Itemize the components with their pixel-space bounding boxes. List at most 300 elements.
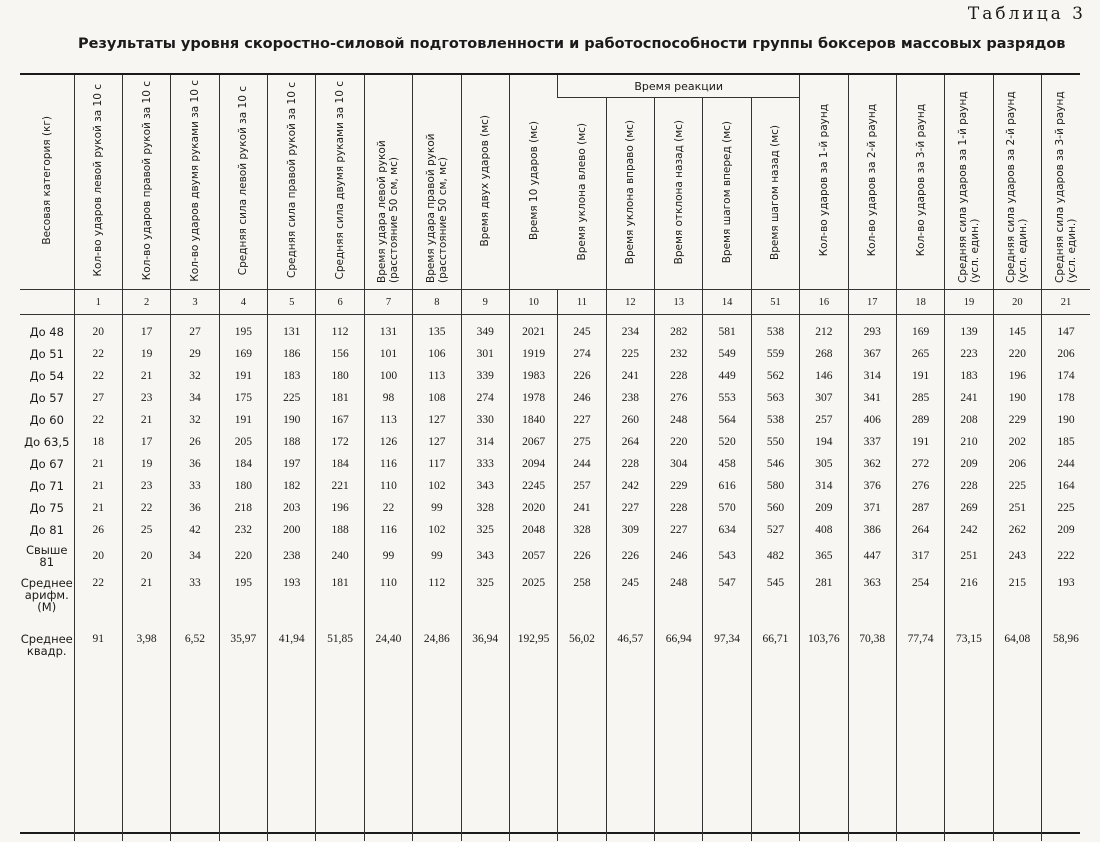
- table-cell: 99: [413, 541, 461, 571]
- table-cell: 238: [606, 387, 654, 409]
- column-number: 16: [800, 290, 848, 315]
- empty-cell: [751, 695, 799, 841]
- table-cell: 223: [945, 343, 993, 365]
- table-cell: 188: [316, 519, 364, 541]
- table-cell: 178: [1042, 387, 1090, 409]
- header-row-1: [20, 75, 1090, 98]
- table-cell: 229: [993, 409, 1041, 431]
- table-cell: 21: [74, 453, 122, 475]
- table-cell: 209: [1042, 519, 1090, 541]
- table-cell: 330: [461, 409, 509, 431]
- table-cell: 169: [219, 343, 267, 365]
- table-cell: 102: [413, 519, 461, 541]
- weight-category-label: До 57: [29, 391, 64, 405]
- weight-category-label: До 54: [29, 369, 64, 383]
- table-cell: 257: [558, 475, 606, 497]
- header-cell: [703, 98, 751, 290]
- table-cell: 100: [364, 365, 412, 387]
- header-cell: [606, 98, 654, 290]
- empty-cell: [1042, 695, 1090, 841]
- table-cell: 458: [703, 453, 751, 475]
- table-cell: 195: [219, 571, 267, 627]
- header-label: Время удара левой рукой (расстояние 50 см, мс): [376, 139, 401, 283]
- table-cell: 244: [1042, 453, 1090, 475]
- table-cell: 228: [945, 475, 993, 497]
- table-cell: 135: [413, 315, 461, 344]
- table-cell: 218: [219, 497, 267, 519]
- table-cell: 260: [606, 409, 654, 431]
- table-cell: 228: [606, 453, 654, 475]
- reaction-time-group-header: Время реакции: [558, 75, 800, 98]
- column-number: 4: [219, 290, 267, 315]
- table-cell: 269: [945, 497, 993, 519]
- table-cell: 99: [413, 497, 461, 519]
- empty-cell: [848, 695, 896, 841]
- table-cell: 64,08: [993, 627, 1041, 695]
- table-cell: 317: [896, 541, 944, 571]
- table-cell: 274: [558, 343, 606, 365]
- table-cell: 183: [945, 365, 993, 387]
- table-cell: 333: [461, 453, 509, 475]
- table-cell: 285: [896, 387, 944, 409]
- column-number: 10: [509, 290, 557, 315]
- table-cell: 241: [945, 387, 993, 409]
- empty-cell: [800, 695, 848, 841]
- weight-category-label: До 51: [29, 347, 64, 361]
- table-cell: 241: [558, 497, 606, 519]
- column-number: 12: [606, 290, 654, 315]
- table-cell: 221: [316, 475, 364, 497]
- table-cell: 276: [655, 387, 703, 409]
- table-cell: 232: [655, 343, 703, 365]
- table-cell: 2057: [509, 541, 557, 571]
- table-row: [20, 497, 1090, 519]
- empty-cell: [316, 695, 364, 841]
- table-cell: 553: [703, 387, 751, 409]
- table-cell: 228: [655, 365, 703, 387]
- empty-cell: [413, 695, 461, 841]
- header-label: Кол-во ударов правой рукой за 10 с: [140, 80, 153, 281]
- table-cell: 196: [993, 365, 1041, 387]
- table-cell: 147: [1042, 315, 1090, 344]
- header-cell: [655, 98, 703, 290]
- table-cell: 449: [703, 365, 751, 387]
- weight-category-label: До 81: [29, 523, 64, 537]
- table-cell: 234: [606, 315, 654, 344]
- table-cell: 117: [413, 453, 461, 475]
- table-cell: 376: [848, 475, 896, 497]
- table-cell: 248: [655, 409, 703, 431]
- table-cell: 482: [751, 541, 799, 571]
- header-label: Средняя сила ударов за 3-й раунд (усл. един.): [1053, 90, 1078, 283]
- table-cell: 343: [461, 475, 509, 497]
- table-cell: 73,15: [945, 627, 993, 695]
- empty-cell: [122, 695, 170, 841]
- header-label: Время двух ударов (мс): [479, 114, 492, 247]
- header-cell: [364, 75, 412, 290]
- table-cell: 169: [896, 315, 944, 344]
- header-cell: [74, 75, 122, 290]
- table-cell: 33: [171, 475, 219, 497]
- table-cell: 560: [751, 497, 799, 519]
- table-cell: 196: [316, 497, 364, 519]
- header-cell: [558, 98, 606, 290]
- table-cell: 246: [655, 541, 703, 571]
- table-cell: 22: [74, 365, 122, 387]
- table-cell: 282: [655, 315, 703, 344]
- table-cell: 36,94: [461, 627, 509, 695]
- table-cell: 2094: [509, 453, 557, 475]
- column-number: 17: [848, 290, 896, 315]
- table-cell: 197: [268, 453, 316, 475]
- table-cell: 17: [122, 315, 170, 344]
- table-row: [20, 453, 1090, 475]
- table-cell: 22: [364, 497, 412, 519]
- table-cell: 406: [848, 409, 896, 431]
- table-cell: 33: [171, 571, 219, 627]
- header-label: Кол-во ударов за 1-й раунд: [817, 104, 830, 257]
- table-cell: 99: [364, 541, 412, 571]
- table-cell: 220: [993, 343, 1041, 365]
- header-label: Средняя сила левой рукой за 10 с: [237, 85, 250, 276]
- table-cell: 32: [171, 409, 219, 431]
- table-cell: 184: [219, 453, 267, 475]
- table-cell: 570: [703, 497, 751, 519]
- table-cell: 191: [896, 365, 944, 387]
- weight-category-label: Среднее арифм. (М): [20, 576, 73, 614]
- table-cell: 325: [461, 571, 509, 627]
- table-cell: 193: [268, 571, 316, 627]
- table-cell: 182: [268, 475, 316, 497]
- table-cell: 23: [122, 387, 170, 409]
- column-number: 6: [316, 290, 364, 315]
- table-row: [20, 475, 1090, 497]
- table-cell: 97,34: [703, 627, 751, 695]
- table-cell: 581: [703, 315, 751, 344]
- table-cell: 36: [171, 497, 219, 519]
- column-number: 11: [558, 290, 606, 315]
- table-cell: 175: [219, 387, 267, 409]
- column-number: 2: [122, 290, 170, 315]
- table-cell: 293: [848, 315, 896, 344]
- table-cell: 225: [993, 475, 1041, 497]
- table-cell: 268: [800, 343, 848, 365]
- table-cell: 202: [993, 431, 1041, 453]
- empty-cell: [461, 695, 509, 841]
- table-cell: 309: [606, 519, 654, 541]
- table-cell: 77,74: [896, 627, 944, 695]
- table-cell: 1983: [509, 365, 557, 387]
- table-cell: 112: [316, 315, 364, 344]
- table-cell: 341: [848, 387, 896, 409]
- table-cell: 289: [896, 409, 944, 431]
- table-cell: 51,85: [316, 627, 364, 695]
- column-number: 7: [364, 290, 412, 315]
- table-cell: 2048: [509, 519, 557, 541]
- weight-category-label: До 75: [29, 501, 64, 515]
- table-cell: 127: [413, 409, 461, 431]
- empty-cell: [945, 695, 993, 841]
- column-number: 21: [1042, 290, 1090, 315]
- table-cell: 164: [1042, 475, 1090, 497]
- column-number-row: [20, 290, 1090, 315]
- table-row: [20, 365, 1090, 387]
- table-cell: 32: [171, 365, 219, 387]
- table-cell: 543: [703, 541, 751, 571]
- table-row: [20, 409, 1090, 431]
- header-cell: [268, 75, 316, 290]
- table-cell: 238: [268, 541, 316, 571]
- table-cell: 343: [461, 541, 509, 571]
- table-cell: 19: [122, 343, 170, 365]
- table-cell: 2025: [509, 571, 557, 627]
- table-cell: 174: [1042, 365, 1090, 387]
- weight-category-label: Свыше 81: [26, 543, 68, 569]
- table-cell: 226: [606, 541, 654, 571]
- table-cell: 20: [74, 315, 122, 344]
- table-cell: 192,95: [509, 627, 557, 695]
- header-label: Средняя сила ударов за 1-й раунд (усл. един.): [956, 90, 981, 283]
- table-cell: 244: [558, 453, 606, 475]
- table-cell: 314: [800, 475, 848, 497]
- header-cell: [896, 75, 944, 290]
- table-cell: 203: [268, 497, 316, 519]
- table-cell: 200: [268, 519, 316, 541]
- table-number: Таблица 3: [967, 4, 1086, 24]
- table-cell: 301: [461, 343, 509, 365]
- header-label: Средняя сила двумя руками за 10 с: [334, 81, 347, 280]
- table-cell: 19: [122, 453, 170, 475]
- table-cell: 616: [703, 475, 751, 497]
- table-cell: 102: [413, 475, 461, 497]
- table-cell: 113: [413, 365, 461, 387]
- table-cell: 240: [316, 541, 364, 571]
- table-cell: 22: [74, 343, 122, 365]
- header-cell: [461, 75, 509, 290]
- header-label: Время уклона вправо (мс): [624, 119, 637, 265]
- table-cell: 545: [751, 571, 799, 627]
- table-cell: 520: [703, 431, 751, 453]
- weight-category-label: До 60: [29, 413, 64, 427]
- table-cell: 2021: [509, 315, 557, 344]
- table-cell: 212: [800, 315, 848, 344]
- empty-cell: [364, 695, 412, 841]
- table-cell: 559: [751, 343, 799, 365]
- table-cell: 2020: [509, 497, 557, 519]
- table-cell: 21: [74, 497, 122, 519]
- empty-cell: [20, 695, 74, 841]
- table-cell: 549: [703, 343, 751, 365]
- column-number: 19: [945, 290, 993, 315]
- table-cell: 66,94: [655, 627, 703, 695]
- table-cell: 547: [703, 571, 751, 627]
- table-cell: 546: [751, 453, 799, 475]
- table-cell: 110: [364, 475, 412, 497]
- table-cell: 6,52: [171, 627, 219, 695]
- table-cell: 21: [122, 571, 170, 627]
- table-cell: 191: [219, 409, 267, 431]
- table-cell: 194: [800, 431, 848, 453]
- empty-cell: [509, 695, 557, 841]
- table-cell: 17: [122, 431, 170, 453]
- table-cell: 225: [606, 343, 654, 365]
- table-cell: 527: [751, 519, 799, 541]
- table-cell: 362: [848, 453, 896, 475]
- table-cell: 563: [751, 387, 799, 409]
- table-cell: 58,96: [1042, 627, 1090, 695]
- table-cell: 287: [896, 497, 944, 519]
- empty-cell: [703, 695, 751, 841]
- table-cell: 21: [74, 475, 122, 497]
- column-number: 20: [993, 290, 1041, 315]
- table-cell: 225: [1042, 497, 1090, 519]
- table-cell: 248: [655, 571, 703, 627]
- table-cell: 25: [122, 519, 170, 541]
- table-cell: 185: [1042, 431, 1090, 453]
- table-cell: 186: [268, 343, 316, 365]
- table-cell: 195: [219, 315, 267, 344]
- header-label: Весовая категория (кг): [40, 116, 53, 245]
- table-cell: 184: [316, 453, 364, 475]
- header-label: Время шагом вперед (мс): [721, 120, 734, 264]
- header-label: Средняя сила ударов за 2-й раунд (усл. един.): [1005, 90, 1030, 283]
- table-cell: 228: [655, 497, 703, 519]
- table-cell: 2067: [509, 431, 557, 453]
- table-cell: 24,40: [364, 627, 412, 695]
- table-cell: 242: [606, 475, 654, 497]
- table-cell: 209: [800, 497, 848, 519]
- empty-cell: [558, 695, 606, 841]
- table-cell: 314: [848, 365, 896, 387]
- table-cell: 98: [364, 387, 412, 409]
- table-cell: 275: [558, 431, 606, 453]
- table-cell: 24,86: [413, 627, 461, 695]
- table-cell: 18: [74, 431, 122, 453]
- table-cell: 232: [219, 519, 267, 541]
- table-cell: 131: [268, 315, 316, 344]
- table-cell: 220: [219, 541, 267, 571]
- table-cell: 339: [461, 365, 509, 387]
- data-rows: [20, 315, 1090, 842]
- table-cell: 190: [268, 409, 316, 431]
- table-cell: 227: [655, 519, 703, 541]
- header-label: Кол-во ударов за 3-й раунд: [914, 104, 927, 257]
- table-row: [20, 519, 1090, 541]
- table-cell: 116: [364, 453, 412, 475]
- table-title: Результаты уровня скоростно-силовой подготовленности и работоспособности группы боксеров массовых разрядов: [78, 36, 1066, 52]
- header-cell: [800, 75, 848, 290]
- header-cell: [316, 75, 364, 290]
- table-cell: 103,76: [800, 627, 848, 695]
- empty-cell: [171, 695, 219, 841]
- empty-cell: [896, 695, 944, 841]
- table-row: [20, 571, 1090, 627]
- weight-category-label: До 63,5: [24, 435, 70, 449]
- table-cell: 245: [606, 571, 654, 627]
- empty-cell: [74, 695, 122, 841]
- table-cell: 34: [171, 387, 219, 409]
- table-cell: 145: [993, 315, 1041, 344]
- table-cell: 206: [1042, 343, 1090, 365]
- table-cell: 281: [800, 571, 848, 627]
- table-cell: 127: [413, 431, 461, 453]
- header-cell: [848, 75, 896, 290]
- header-cell: [993, 75, 1041, 290]
- table-cell: 112: [413, 571, 461, 627]
- column-number: 5: [268, 290, 316, 315]
- column-number: 14: [703, 290, 751, 315]
- table-cell: 257: [800, 409, 848, 431]
- table-cell: 190: [993, 387, 1041, 409]
- header-cell: [171, 75, 219, 290]
- header-cell: [945, 75, 993, 290]
- table-cell: 305: [800, 453, 848, 475]
- empty-cell: [993, 695, 1041, 841]
- table-cell: 208: [945, 409, 993, 431]
- empty-cell: [606, 695, 654, 841]
- table-cell: 246: [558, 387, 606, 409]
- table-cell: 181: [316, 387, 364, 409]
- table-cell: 564: [703, 409, 751, 431]
- table-cell: 106: [413, 343, 461, 365]
- header-label: Кол-во ударов левой рукой за 10 с: [92, 84, 105, 277]
- table-cell: 307: [800, 387, 848, 409]
- table-cell: 110: [364, 571, 412, 627]
- table-cell: 20: [74, 541, 122, 571]
- column-number: 1: [74, 290, 122, 315]
- table-cell: 42: [171, 519, 219, 541]
- table-cell: 206: [993, 453, 1041, 475]
- weight-category-label: До 71: [29, 479, 64, 493]
- table-cell: 36: [171, 453, 219, 475]
- results-table: [20, 75, 1090, 841]
- table-cell: 180: [219, 475, 267, 497]
- table-cell: 408: [800, 519, 848, 541]
- table-cell: 22: [74, 571, 122, 627]
- table-cell: 562: [751, 365, 799, 387]
- table-cell: 254: [896, 571, 944, 627]
- header-cell: [413, 75, 461, 290]
- table-cell: 216: [945, 571, 993, 627]
- table-cell: 276: [896, 475, 944, 497]
- header-cell: [219, 75, 267, 290]
- table-cell: 220: [655, 431, 703, 453]
- header-label: Время удара правой рукой (расстояние 50 см, мс): [424, 133, 449, 283]
- table-cell: 363: [848, 571, 896, 627]
- table-cell: 156: [316, 343, 364, 365]
- table-cell: 70,38: [848, 627, 896, 695]
- weight-category-label: До 48: [29, 325, 64, 339]
- table-cell: 34: [171, 541, 219, 571]
- table-cell: 258: [558, 571, 606, 627]
- table-cell: 20: [122, 541, 170, 571]
- table-row: [20, 387, 1090, 409]
- table-cell: 226: [558, 365, 606, 387]
- column-number: 18: [896, 290, 944, 315]
- table-cell: 56,02: [558, 627, 606, 695]
- table-cell: 227: [606, 497, 654, 519]
- table-cell: 304: [655, 453, 703, 475]
- table-cell: 262: [993, 519, 1041, 541]
- table-cell: 23: [122, 475, 170, 497]
- table-cell: 35,97: [219, 627, 267, 695]
- table-cell: 188: [268, 431, 316, 453]
- table-cell: 314: [461, 431, 509, 453]
- table-cell: 1919: [509, 343, 557, 365]
- table-cell: 21: [122, 409, 170, 431]
- table-cell: 22: [122, 497, 170, 519]
- table-cell: 139: [945, 315, 993, 344]
